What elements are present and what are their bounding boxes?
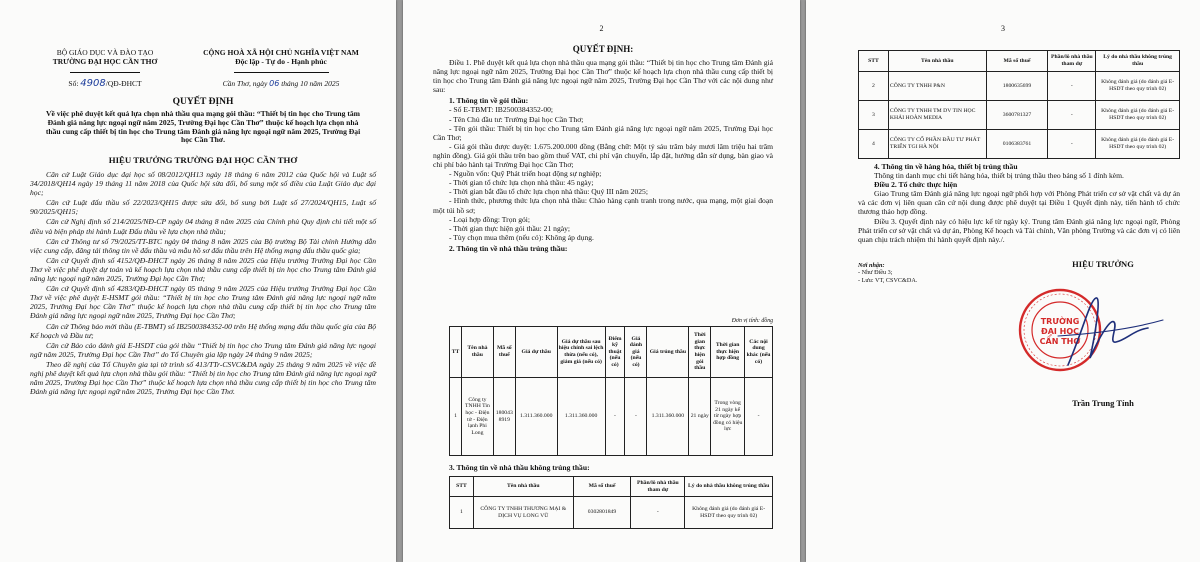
article-3-text: Điều 3. Quyết định này có hiệu lực kể từ ngày ký. Trung tâm Đánh giá năng lực ngoại ngữ, Phòng Phát triển cơ sở vật chất và dự án, Phòng Kế hoạch và Tài chính, Văn phòng Trường và các đơn vị có liên quan chịu trách nhiệm thi hành quyết định này./. — [858, 216, 1180, 244]
non-winner-header-cell: STT — [450, 477, 474, 497]
package-info-item: - Loại hợp đồng: Trọn gói; — [449, 214, 531, 224]
winner-header-cell: Thời gian thực hiện gói thầu — [689, 327, 711, 378]
package-info-item: - Thời gian thực hiện gói thầu: 21 ngày; — [449, 223, 571, 233]
recipient-item: - Lưu: VT, CSVC&DA. — [858, 276, 918, 284]
winner-cell: 1.311.360.000 — [647, 378, 689, 456]
date-suffix: tháng 10 năm 2025 — [281, 79, 340, 88]
legal-basis-paragraph: Căn cứ Luật đấu thầu số 22/2023/QH15 được sửa đổi, bổ sung bởi Luật số 27/2024/QH15, Luật số 90/2025/QH15; — [30, 198, 376, 217]
article-1 — [433, 58, 773, 253]
non-winner-header-cell: STT — [859, 51, 889, 72]
winner-cell: 1.311.360.000 — [515, 378, 557, 456]
date-day-handwritten: 06 — [269, 79, 280, 88]
article-2-title: Điều 2. Tổ chức thực hiện — [874, 180, 958, 190]
decision-subject: Về việc phê duyệt kết quả lựa chọn nhà thầu qua mạng gói thầu: “Thiết bị tin học cho Trung tâm Đánh giá năng lực ngoại ngữ năm 2025, Trường Đại học Cần Thơ” thuộc kế hoạch lựa chọn nhà thầu cung cấp thiết bị tin học cho Trung tâm Đánh giá năng lực ngoại ngữ năm 2025, Trường Đại học Cần Thơ. — [45, 109, 361, 145]
non-winner-cell: - — [1048, 101, 1096, 130]
article-2-3 — [858, 162, 1180, 244]
authority-heading: HIỆU TRƯỞNG TRƯỜNG ĐẠI HỌC CẦN THƠ — [108, 155, 298, 165]
section-4-text: Thông tin danh mục chi tiết hàng hóa, thiết bị trúng thầu theo bảng số 1 đính kèm. — [874, 171, 1124, 181]
package-info-item: - Tùy chọn mua thêm (nếu có): Không áp dụng. — [449, 232, 594, 242]
winner-header-cell: Mã số thuế — [493, 327, 515, 378]
recipients-title: Nơi nhận: — [858, 262, 885, 269]
non-winner-header-cell: Lý do nhà thầu không trúng thầu — [1096, 51, 1180, 72]
doc-number-prefix: Số: — [68, 79, 79, 88]
winner-cell: Công ty TNHH Tin học - Điện tử - Điện lạnh Phi Long — [461, 378, 493, 456]
non-winner-table — [449, 476, 773, 529]
winner-header-cell: Tên nhà thầu — [461, 327, 493, 378]
package-info-item: - Số E-TBMT: IB2500384352-00; — [449, 105, 554, 115]
package-info-item: - Thời gian bắt đầu tổ chức lựa chọn nhà thầu: Quý III năm 2025; — [449, 187, 648, 197]
winner-header-cell: Thời gian thực hiện hợp đồng — [711, 327, 745, 378]
non-winner-cell: CÔNG TY TNHH THƯƠNG MẠI & DỊCH VỤ LONG VŨ — [473, 497, 573, 529]
non-winner-cell: 4 — [859, 130, 889, 159]
legal-basis-paragraph: Căn cứ Thông báo mời thầu (E-TBMT) số IB2500384352-00 trên Hệ thống mạng đấu thầu quốc gia của Bộ Kế hoạch và Đầu tư; — [30, 321, 376, 340]
decision-heading: QUYẾT ĐỊNH: — [572, 44, 634, 54]
winner-table — [449, 326, 773, 456]
non-winner-cell: 2 — [859, 72, 889, 101]
section-1-title: 1. Thông tin về gói thầu: — [449, 96, 529, 106]
non-winner-cell: 0302801849 — [573, 497, 631, 529]
winner-header-cell: Giá dự thầu — [515, 327, 557, 378]
non-winner-cell: CÔNG TY CỔ PHẦN ĐẦU TƯ PHÁT TRIỂN TGI HÀ NỘI — [888, 130, 986, 159]
svg-text:ĐẠI HỌC: ĐẠI HỌC — [1040, 327, 1080, 336]
non-winner-header-cell: Phần/lô nhà thầu tham dự — [1048, 51, 1096, 72]
legal-basis-paragraph: Căn cứ Nghị định số 214/2025/NĐ-CP ngày 04 tháng 8 năm 2025 của Chính phủ Quy định chi tiết một số điều và biện pháp thi hành Luật Đấu thầu về lựa chọn nhà thầu; — [30, 217, 376, 236]
winner-header-cell: Giá trúng thầu — [647, 327, 689, 378]
winner-cell: 1 — [450, 378, 462, 456]
non-winner-cell: 1800635699 — [986, 72, 1048, 101]
page-number: 3 — [1001, 24, 1005, 33]
non-winner-header-cell: Tên nhà thầu — [888, 51, 986, 72]
package-info-item: - Nguồn vốn: Quỹ Phát triển hoạt động sự nghiệp; — [449, 169, 602, 179]
article-2-text: Giao Trung tâm Đánh giá năng lực ngoại ngữ phối hợp với Phòng Phát triển cơ sở vật chất và dự án và các đơn vị liên quan căn cứ nội dung được phê duyệt tại Điều 1 Quyết định này, tiến hành tổ chức thương thảo hợp đồng. — [858, 189, 1180, 217]
non-winner-header-cell: Mã số thuế — [986, 51, 1048, 72]
non-winner-cell: Không đánh giá (do đánh giá E-HSDT theo quy trình 02) — [1096, 72, 1180, 101]
agency-line-2: TRƯỜNG ĐẠI HỌC CẦN THƠ — [52, 57, 158, 66]
doc-number-suffix: /QĐ-ĐHCT — [105, 79, 142, 88]
date-prefix: Cần Thơ, ngày — [222, 79, 268, 88]
package-info-item: - Hình thức, phương thức lựa chọn nhà thầu: Chào hàng cạnh tranh trong nước, qua mạng, một giai đoạn một túi hồ sơ; — [433, 196, 773, 215]
agency-line-1: BỘ GIÁO DỤC VÀ ĐÀO TẠO — [56, 48, 154, 57]
official-seal-icon — [1020, 290, 1100, 370]
non-winner-table-continued — [858, 50, 1180, 159]
page-number: 2 — [599, 24, 604, 33]
document-page-3 — [806, 0, 1200, 562]
winner-header-cell: Điểm kỹ thuật (nếu có) — [605, 327, 625, 378]
winner-header-cell: TT — [450, 327, 462, 378]
document-page-2 — [403, 0, 800, 562]
svg-text:TRƯỜNG: TRƯỜNG — [1040, 317, 1080, 326]
non-winner-cell: - — [631, 497, 685, 529]
package-info-item: - Tên gói thầu: Thiết bị tin học cho Trung tâm Đánh giá năng lực ngoại ngữ năm 2025, Trường Đại học Cần Thơ; — [433, 123, 773, 142]
non-winner-cell: Không đánh giá (do đánh giá E-HSDT theo quy trình 02) — [1096, 101, 1180, 130]
table-row — [450, 378, 773, 456]
signer-title: HIỆU TRƯỞNG — [1072, 259, 1134, 269]
winner-cell: Trong vòng 21 ngày kể từ ngày hợp đồng có hiệu lực — [711, 378, 745, 456]
nation-header — [178, 48, 384, 88]
doc-number-handwritten: 4908 — [80, 78, 106, 89]
nation-line-2: Độc lập - Tự do - Hạnh phúc — [235, 57, 327, 66]
legal-basis-paragraph: Căn cứ Luật Giáo dục đại học số 08/2012/QH13 ngày 18 tháng 6 năm 2012 của Quốc hội và Luật số 34/2018/QH14 ngày 19 tháng 11 năm 2018 của Quốc hội sửa đổi, bổ sung một số điều của Luật Giáo dục đại học; — [30, 170, 376, 198]
legal-basis-paragraph: Căn cứ Thông tư số 79/2025/TT-BTC ngày 04 tháng 8 năm 2025 của Bộ trưởng Bộ Tài chính Hướng dẫn việc cung cấp, đăng tải thông tin về đấu thầu và mẫu hồ sơ đấu thầu trên Hệ thống mạng đấu thầu quốc gia; — [30, 236, 376, 255]
non-winner-cell: CÔNG TY TNHH P&N — [888, 72, 986, 101]
non-winner-cell: 3600781327 — [986, 101, 1048, 130]
section-3-title: 3. Thông tin về nhà thầu không trúng thầu: — [449, 463, 590, 472]
signature-stamp-block — [998, 270, 1188, 400]
legal-basis-paragraph: Căn cứ Quyết định số 4283/QĐ-ĐHCT ngày 05 tháng 9 năm 2025 của Hiệu trưởng Trường Đại học Cần Thơ về việc phê duyệt E-HSMT gói thầu: “Thiết bị tin học cho Trung tâm Đánh giá năng lực ngoại ngữ năm 2025, Trường Đại học Cần Thơ” thuộc kế hoạch lựa chọn nhà thầu cung cấp thiết bị tin học cho Trung tâm Đánh giá năng lực ngoại ngữ năm 2025, Trường Đại học Cần Thơ; — [30, 284, 376, 321]
signer-name: Trần Trung Tính — [1072, 398, 1134, 408]
non-winner-cell: Không đánh giá (do đánh giá E-HSDT theo quy trình 02) — [1096, 130, 1180, 159]
document-page-1 — [0, 0, 396, 562]
winner-cell: 1800438919 — [493, 378, 515, 456]
non-winner-cell: 0106383761 — [986, 130, 1048, 159]
article-1-text: Điều 1. Phê duyệt kết quả lựa chọn nhà thầu qua mạng gói thầu: “Thiết bị tin học cho Trung tâm Đánh giá năng lực ngoại ngữ năm 2025, Trường Đại học Cần Thơ” thuộc kế hoạch lựa chọn nhà thầu cung cấp thiết bị tin học cho Trung tâm Đánh giá năng lực ngoại ngữ năm 2025, Trường Đại học Cần Thơ với các nội dung như sau: — [433, 58, 773, 95]
legal-basis-paragraph: Căn cứ Quyết định số 4152/QĐ-ĐHCT ngày 26 tháng 8 năm 2025 của Hiệu trưởng Trường Đại học Cần Thơ về việc phê duyệt dự toán và kế hoạch lựa chọn nhà thầu cung cấp thiết bị tin học cho Trung tâm Đánh giá năng lực ngoại ngữ năm 2025, Trường Đại học Cần Thơ; — [30, 255, 376, 284]
table-row — [859, 101, 1180, 130]
table-row — [450, 497, 773, 529]
non-winner-cell: - — [1048, 72, 1096, 101]
table-row — [859, 72, 1180, 101]
section-2-title: 2. Thông tin về nhà thầu trúng thầu: — [449, 243, 568, 253]
nation-line-1: CỘNG HOÀ XÃ HỘI CHỦ NGHĨA VIỆT NAM — [203, 48, 359, 57]
package-info-item: - Thời gian tổ chức lựa chọn nhà thầu: 45 ngày; — [449, 178, 594, 188]
non-winner-header-cell: Lý do nhà thầu không trúng thầu — [685, 477, 773, 497]
recipients — [858, 262, 988, 284]
legal-bases — [30, 170, 376, 396]
agency-header — [30, 48, 180, 88]
section-4-title: 4. Thông tin về hàng hóa, thiết bị trúng thầu — [874, 162, 1018, 171]
winner-cell: - — [745, 378, 773, 456]
unit-note: Đơn vị tính: đồng — [731, 318, 773, 324]
non-winner-cell: Không đánh giá (do đánh giá E-HSDT theo quy trình 02) — [685, 497, 773, 529]
winner-cell: - — [605, 378, 625, 456]
non-winner-header-cell: Tên nhà thầu — [473, 477, 573, 497]
recipient-item: - Như Điều 3; — [858, 269, 893, 277]
legal-basis-paragraph: Căn cứ Báo cáo đánh giá E-HSDT của gói thầu “Thiết bị tin học cho Trung tâm Đánh giá năng lực ngoại ngữ năm 2025, Trường Đại học Cần Thơ” do Tổ Chuyên gia lập ngày 24 tháng 9 năm 2025; — [30, 340, 376, 359]
table-row — [859, 130, 1180, 159]
winner-cell: - — [625, 378, 647, 456]
legal-basis-paragraph: Theo đề nghị của Tổ Chuyên gia tại tờ trình số 413/TTr-CSVC&DA ngày 25 tháng 9 năm 2025 về việc đề nghị phê duyệt kết quả lựa chọn nhà thầu gói thầu: “Thiết bị tin học cho Trung tâm Đánh giá năng lực ngoại ngữ năm 2025, Trường Đại học Cần Thơ” thuộc kế hoạch lựa chọn nhà thầu cung cấp thiết bị tin học cho Trung tâm Đánh giá năng lực ngoại ngữ năm 2025, Trường Đại học Cần Thơ. — [30, 359, 376, 397]
non-winner-header-cell: Phần/lô nhà thầu tham dự — [631, 477, 685, 497]
winner-header-cell: Giá dự thầu sau hiệu chỉnh sai lệch thừa (nếu có), giảm giá (nếu có) — [557, 327, 605, 378]
non-winner-table-header — [450, 477, 773, 497]
winner-cell: 21 ngày — [689, 378, 711, 456]
non-winner-cell: CÔNG TY TNHH TM DV TIN HỌC KHẢI HOÀN MEDIA — [888, 101, 986, 130]
winner-table-header — [450, 327, 773, 378]
non-winner-cell: 1 — [450, 497, 474, 529]
non-winner-table-header — [859, 51, 1180, 72]
svg-text:CẦN THƠ: CẦN THƠ — [1039, 337, 1081, 346]
winner-cell: 1.311.360.000 — [557, 378, 605, 456]
winner-header-cell: Các nội dung khác (nếu có) — [745, 327, 773, 378]
non-winner-header-cell: Mã số thuế — [573, 477, 631, 497]
non-winner-cell: 3 — [859, 101, 889, 130]
decision-title: QUYẾT ĐỊNH — [172, 97, 234, 107]
package-info-item: - Tên Chủ đầu tư: Trường Đại học Cần Thơ; — [449, 114, 584, 124]
non-winner-cell: - — [1048, 130, 1096, 159]
package-info-item: - Giá gói thầu được duyệt: 1.675.200.000 đồng (Bằng chữ: Một tỷ sáu trăm bảy mươi lăm triệu hai trăm nghìn đồng). Giá gói thầu trên bao gồm thuế VAT, chi phí vận chuyển, lắp đặt, hướng dẫn sử dụng, bàn giao và chi phí bảo hành tại Trường Đại học Cần Thơ; — [433, 141, 773, 170]
winner-header-cell: Giá đánh giá (nếu có) — [625, 327, 647, 378]
